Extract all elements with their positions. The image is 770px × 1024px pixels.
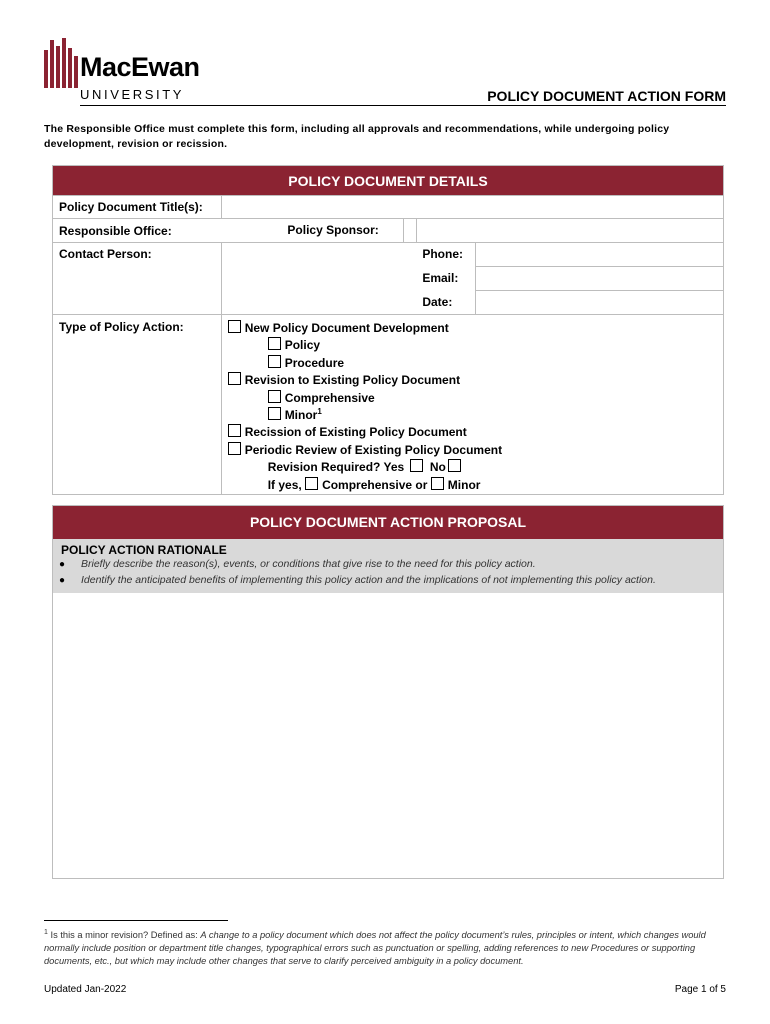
- policy-checkbox[interactable]: [268, 337, 281, 350]
- comprehensive-checkbox[interactable]: [268, 390, 281, 403]
- intro-text: The Responsible Office must complete this form, including all approvals and recommendations, while undergoing policy development, revision or recission.: [44, 123, 670, 150]
- title-input[interactable]: [221, 196, 723, 219]
- phone-label: Phone:: [416, 243, 476, 266]
- revision-required-label: Revision Required? Yes: [267, 460, 405, 475]
- no-label: No: [429, 460, 446, 475]
- sponsor-label: Policy Sponsor:: [281, 219, 404, 242]
- new-checkbox[interactable]: [228, 320, 241, 333]
- office-label: Responsible Office:: [53, 219, 417, 243]
- policy-option-label: Policy: [284, 338, 321, 353]
- email-row: [422, 267, 724, 291]
- procedure-checkbox[interactable]: [268, 355, 281, 368]
- university-logo-mark: [44, 38, 78, 88]
- details-table: [52, 165, 724, 495]
- minor-checkbox[interactable]: [268, 407, 281, 420]
- logo-name: MacEwan: [80, 52, 200, 82]
- minor-footnote-ref: 1: [317, 406, 322, 416]
- title-label: Policy Document Title(s):: [53, 196, 222, 219]
- rationale-bullet: Briefly describe the reason(s), events, or conditions that give rise to the need for this policy action.: [81, 558, 536, 570]
- date-input[interactable]: [476, 291, 723, 314]
- rationale-bullet: Identify the anticipated benefits of implementing this policy action and the implications of not implementing this policy action.: [81, 574, 656, 586]
- procedure-option-label: Procedure: [284, 355, 345, 370]
- details-banner: POLICY DOCUMENT DETAILS: [53, 166, 724, 196]
- title-divider: [80, 105, 726, 106]
- if-yes-minor-checkbox[interactable]: [431, 477, 444, 490]
- if-yes-comprehensive-checkbox[interactable]: [305, 477, 318, 490]
- recission-checkbox[interactable]: [228, 424, 241, 437]
- date-row: [422, 291, 724, 315]
- phone-input[interactable]: [476, 243, 723, 266]
- minor-option-label: Minor: [284, 407, 318, 422]
- footnote: [44, 926, 728, 968]
- rationale-header: [53, 539, 723, 593]
- page-number: Page 1 of 5: [674, 984, 726, 995]
- new-option-label: New Policy Document Development: [244, 321, 449, 335]
- updated-date: Updated Jan-2022: [44, 984, 127, 995]
- office-sponsor-cell: [287, 219, 724, 243]
- proposal-section: [52, 505, 724, 879]
- sponsor-input[interactable]: [404, 219, 723, 242]
- footnote-marker: 1: [44, 929, 48, 936]
- no-checkbox[interactable]: [448, 459, 461, 472]
- periodic-option-label: Periodic Review of Existing Policy Document: [244, 442, 503, 457]
- logo-subtitle: UNIVERSITY: [80, 87, 185, 102]
- revision-checkbox[interactable]: [228, 372, 241, 385]
- proposal-banner: POLICY DOCUMENT ACTION PROPOSAL: [53, 506, 723, 539]
- periodic-checkbox[interactable]: [228, 442, 241, 455]
- action-label: Type of Policy Action:: [53, 315, 222, 495]
- recission-option-label: Recission of Existing Policy Document: [244, 425, 467, 440]
- revision-option-label: Revision to Existing Policy Document: [244, 373, 461, 388]
- rationale-title: POLICY ACTION RATIONALE: [61, 543, 227, 557]
- footnote-lead: Is this a minor revision? Defined as:: [50, 930, 198, 941]
- email-label: Email:: [416, 267, 476, 290]
- phone-row: [422, 243, 724, 267]
- comprehensive-or-label: Comprehensive or: [322, 477, 428, 492]
- yes-checkbox[interactable]: [410, 459, 423, 472]
- bullet-dot: ●: [59, 575, 66, 586]
- action-options: [221, 315, 723, 495]
- rationale-input[interactable]: [53, 593, 723, 878]
- footnote-divider: [44, 920, 228, 921]
- if-yes-label: If yes,: [267, 477, 302, 492]
- comprehensive-option-label: Comprehensive: [284, 390, 375, 405]
- email-input[interactable]: [476, 267, 723, 290]
- bullet-dot: ●: [59, 559, 66, 570]
- contact-label: Contact Person:: [53, 243, 222, 315]
- if-yes-minor-label: Minor: [447, 477, 481, 492]
- form-title: POLICY DOCUMENT ACTION FORM: [487, 88, 726, 104]
- date-label: Date:: [416, 291, 476, 314]
- footnote-text: A change to a policy document which does not affect the policy document’s rules, principles or intent, which changes would normally include position or department title changes, typographical errors such as punctuation or spelling, adding references to new Procedures or supporting documents, etc., but which may include other changes that serve to clarify perceived ambiguity in a policy document.: [44, 930, 706, 967]
